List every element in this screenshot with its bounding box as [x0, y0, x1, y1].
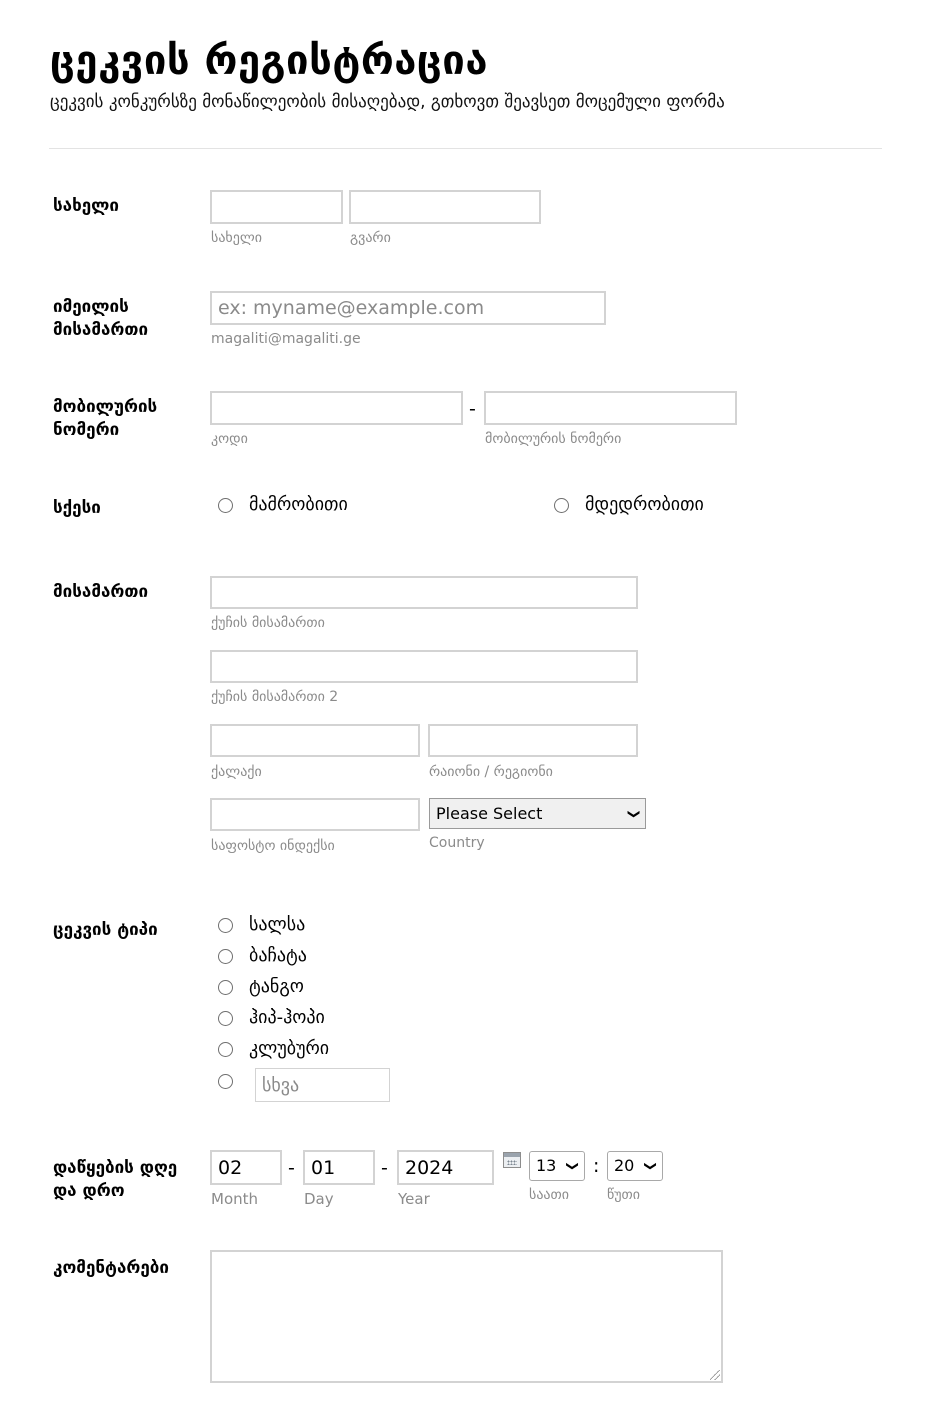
hour-select[interactable] [529, 1151, 585, 1181]
time-separator: : [593, 1155, 600, 1177]
dance-hiphop-label: ჰიპ-ჰოპი [249, 1007, 325, 1028]
dance-type-label: ცეკვის ტიპი [53, 920, 158, 940]
start-datetime-label: დაწყების დღე და დრო [53, 1158, 178, 1201]
street-address-sublabel: ქუჩის მისამართი [211, 615, 325, 631]
dance-other-input[interactable] [255, 1068, 390, 1102]
day-input[interactable] [303, 1150, 375, 1185]
dance-tango-radio[interactable] [218, 980, 233, 995]
year-input[interactable] [397, 1150, 494, 1185]
dance-bachata-label: ბაჩატა [249, 945, 307, 966]
month-input[interactable] [210, 1150, 282, 1185]
email-sublabel: magaliti@magaliti.ge [211, 331, 361, 347]
name-label: სახელი [53, 196, 120, 216]
phone-number-sublabel: მობილურის ნომერი [485, 431, 622, 447]
minute-sublabel: წუთი [607, 1187, 641, 1203]
city-sublabel: ქალაქი [211, 764, 262, 780]
page-subtitle: ცეკვის კონკურსზე მონაწილეობის მისაღებად, გთხოვთ შეავსეთ მოცემული ფორმა [50, 92, 725, 112]
phone-separator: - [469, 398, 476, 420]
email-label: იმეილის მისამართი [53, 297, 149, 340]
postal-code-sublabel: საფოსტო ინდექსი [211, 838, 335, 854]
last-name-sublabel: გვარი [350, 230, 391, 246]
date-separator-1: - [288, 1157, 295, 1179]
street-address-2-sublabel: ქუჩის მისამართი 2 [211, 689, 339, 705]
resize-grip-icon[interactable] [710, 1370, 720, 1380]
dance-bachata-radio[interactable] [218, 949, 233, 964]
phone-number-input[interactable] [484, 391, 737, 425]
chevron-down-icon: ❯ [627, 808, 642, 819]
dance-club-radio[interactable] [218, 1042, 233, 1057]
region-sublabel: რაიონი / რეგიონი [429, 764, 553, 780]
month-sublabel: Month [211, 1190, 259, 1208]
first-name-sublabel: სახელი [211, 230, 262, 246]
region-input[interactable] [428, 724, 638, 757]
country-select-value: Please Select [436, 804, 543, 823]
calendar-icon[interactable] [503, 1152, 521, 1168]
country-sublabel: Country [429, 835, 485, 851]
dance-club-label: კლუბური [249, 1038, 330, 1059]
phone-code-sublabel: კოდი [211, 431, 248, 447]
dance-salsa-radio[interactable] [218, 918, 233, 933]
dance-tango-label: ტანგო [249, 976, 304, 997]
minute-select-value: 20 [614, 1156, 635, 1175]
year-sublabel: Year [398, 1190, 430, 1208]
address-label: მისამართი [53, 582, 149, 602]
day-sublabel: Day [304, 1190, 334, 1208]
street-address-input[interactable] [210, 576, 638, 609]
gender-male-radio[interactable] [218, 498, 233, 513]
dance-salsa-label: სალსა [249, 914, 306, 935]
postal-code-input[interactable] [210, 798, 420, 831]
dance-hiphop-radio[interactable] [218, 1011, 233, 1026]
street-address-2-input[interactable] [210, 650, 638, 683]
comments-textarea[interactable] [210, 1250, 723, 1383]
comments-label: კომენტარები [53, 1258, 169, 1278]
chevron-down-icon: ❯ [643, 1160, 658, 1172]
email-input[interactable] [210, 291, 606, 325]
header-divider [49, 148, 882, 149]
hour-select-value: 13 [536, 1156, 557, 1175]
gender-female-radio[interactable] [554, 498, 569, 513]
page-title: ცეკვის რეგისტრაცია [50, 38, 488, 84]
dance-other-radio[interactable] [218, 1074, 233, 1089]
country-select[interactable] [429, 798, 646, 829]
gender-label: სქესი [53, 498, 101, 518]
phone-label: მობილურის ნომერი [53, 397, 158, 440]
date-separator-2: - [381, 1157, 388, 1179]
gender-female-label: მდედრობითი [585, 494, 704, 515]
first-name-input[interactable] [210, 190, 343, 224]
minute-select[interactable] [607, 1151, 663, 1181]
last-name-input[interactable] [349, 190, 541, 224]
hour-sublabel: საათი [529, 1187, 569, 1203]
gender-male-label: მამრობითი [249, 494, 348, 515]
phone-code-input[interactable] [210, 391, 463, 425]
city-input[interactable] [210, 724, 420, 757]
chevron-down-icon: ❯ [565, 1160, 580, 1172]
